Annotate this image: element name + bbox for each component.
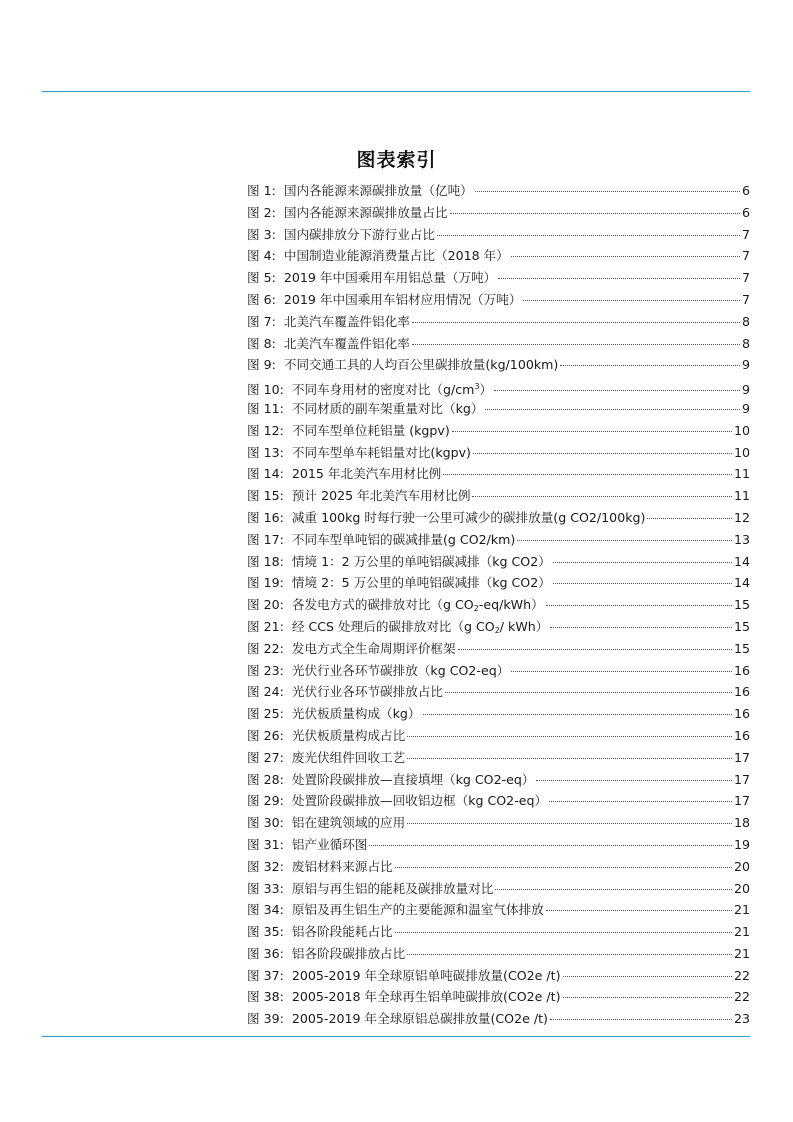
toc-entry-number: 图 33: xyxy=(247,880,284,896)
toc-entry-page: 11 xyxy=(733,466,750,482)
toc-leader-dots xyxy=(647,518,732,519)
toc-entry-title-part: 各发电方式的碳排放对比（g CO xyxy=(291,597,474,613)
toc-entry-page: 10 xyxy=(733,444,750,460)
toc-leader-dots xyxy=(412,344,740,345)
toc-entry-subscript: 2 xyxy=(473,604,479,614)
toc-entry-page: 22 xyxy=(733,967,750,983)
toc-entry[interactable] xyxy=(247,529,750,551)
toc-entry[interactable] xyxy=(247,878,750,900)
toc-entry-title: 铝在建筑领域的应用 xyxy=(291,815,406,831)
toc-entry-title: 发电方式全生命周期评价框架 xyxy=(291,640,456,656)
toc-entry-title: 不同车型单位耗铝量 (kgpv) xyxy=(291,422,450,438)
toc-entry-title: 不同车型单车耗铝量对比(kgpv) xyxy=(291,444,471,460)
toc-leader-dots xyxy=(563,976,732,977)
toc-entry-title: 情境 2：5 万公里的单吨铝碳减排（kg CO2） xyxy=(291,575,551,591)
toc-entry-page: 9 xyxy=(741,357,750,373)
toc-entry-title: 情境 1：2 万公里的单吨铝碳减排（kg CO2） xyxy=(291,553,551,569)
toc-entry-number: 图 21: xyxy=(247,618,284,634)
toc-entry[interactable] xyxy=(247,442,750,464)
toc-entry[interactable] xyxy=(247,921,750,943)
toc-entry-page: 21 xyxy=(733,924,750,940)
toc-entry[interactable] xyxy=(247,180,750,202)
toc-entry-page: 17 xyxy=(733,749,750,765)
toc-entry-number: 图 2: xyxy=(247,204,276,220)
toc-entry-page: 14 xyxy=(733,553,750,569)
toc-entry[interactable] xyxy=(247,834,750,856)
toc-entry-number: 图 36: xyxy=(247,945,284,961)
toc-entry-number: 图 25: xyxy=(247,706,284,722)
toc-entry-page: 8 xyxy=(741,313,750,329)
toc-entry-number: 图 8: xyxy=(247,335,276,351)
toc-entry-number: 图 28: xyxy=(247,771,284,787)
toc-entry[interactable] xyxy=(247,856,750,878)
toc-leader-dots xyxy=(560,365,740,366)
toc-leader-dots xyxy=(475,191,740,192)
toc-entry[interactable] xyxy=(247,485,750,507)
toc-entry-number: 图 17: xyxy=(247,531,284,547)
toc-leader-dots xyxy=(395,932,732,933)
toc-entry-number: 图 15: xyxy=(247,488,284,504)
toc-entry[interactable] xyxy=(247,1008,750,1030)
toc-leader-dots xyxy=(536,780,731,781)
toc-entry-number: 图 16: xyxy=(247,509,284,525)
toc-entry[interactable] xyxy=(247,376,750,398)
toc-entry-page: 9 xyxy=(741,400,750,416)
toc-entry[interactable] xyxy=(247,660,750,682)
toc-entry-title: 2005-2019 年全球原铝单吨碳排放量(CO2e /t) xyxy=(291,967,561,983)
toc-leader-dots xyxy=(407,954,732,955)
toc-leader-dots xyxy=(443,474,732,475)
toc-leader-dots xyxy=(511,671,732,672)
toc-entry-title: 废铝材料来源占比 xyxy=(291,858,393,874)
toc-entry-title: 2005-2019 年全球原铝总碳排放量(CO2e /t) xyxy=(291,1011,548,1027)
toc-entry-number: 图 11: xyxy=(247,400,284,416)
toc-entry-superscript: 3 xyxy=(474,382,480,392)
toc-entry[interactable] xyxy=(247,594,750,616)
toc-entry-title: 2005-2018 年全球再生铝单吨碳排放(CO2e /t) xyxy=(291,989,561,1005)
toc-entry-title: 北美汽车覆盖件铝化率 xyxy=(283,313,410,329)
toc-entry-number: 图 37: xyxy=(247,967,284,983)
toc-entry-number: 图 27: xyxy=(247,749,284,765)
header-rule xyxy=(42,91,750,92)
toc-entry[interactable] xyxy=(247,463,750,485)
toc-entry-page: 17 xyxy=(733,793,750,809)
toc-entry-number: 图 39: xyxy=(247,1011,284,1027)
toc-entry[interactable] xyxy=(247,965,750,987)
toc-leader-dots xyxy=(511,256,740,257)
toc-entry[interactable] xyxy=(247,812,750,834)
toc-entry[interactable] xyxy=(247,790,750,812)
toc-entry-page: 16 xyxy=(733,727,750,743)
toc-entry-page: 20 xyxy=(733,858,750,874)
toc-entry-page: 23 xyxy=(733,1011,750,1027)
toc-entry-number: 图 10: xyxy=(247,382,284,398)
toc-leader-dots xyxy=(412,322,740,323)
toc-entry[interactable] xyxy=(247,224,750,246)
toc-entry-title: 光伏行业各环节碳排放占比 xyxy=(291,684,443,700)
toc-entry-title: 中国制造业能源消费量占比（2018 年） xyxy=(283,248,509,264)
toc-entry[interactable] xyxy=(247,703,750,725)
toc-entry-number: 图 4: xyxy=(247,248,276,264)
toc-entry[interactable] xyxy=(247,333,750,355)
toc-entry[interactable] xyxy=(247,899,750,921)
toc-entry-title: 2019 年中国乘用车用铝总量（万吨） xyxy=(283,270,497,286)
toc-entry-page: 22 xyxy=(733,989,750,1005)
toc-leader-dots xyxy=(473,453,732,454)
toc-entry-page: 14 xyxy=(733,575,750,591)
toc-entry-number: 图 6: xyxy=(247,291,276,307)
toc-entry-page: 6 xyxy=(741,183,750,198)
toc-leader-dots xyxy=(452,431,732,432)
toc-entry-number: 图 12: xyxy=(247,422,284,438)
toc-entry-number: 图 7: xyxy=(247,313,276,329)
toc-entry-number: 图 3: xyxy=(247,226,276,242)
toc-entry-number: 图 20: xyxy=(247,597,284,613)
toc-entry-title: 原铝及再生铝生产的主要能源和温室气体排放 xyxy=(291,902,544,918)
toc-entry-page: 6 xyxy=(741,204,750,220)
toc-entry-title: 铝各阶段碳排放占比 xyxy=(291,945,406,961)
toc-leader-dots xyxy=(445,692,732,693)
toc-entry[interactable] xyxy=(247,398,750,420)
toc-entry-page: 7 xyxy=(741,270,750,286)
toc-entry-number: 图 14: xyxy=(247,466,284,482)
toc-entry-number: 图 23: xyxy=(247,662,284,678)
toc-entry-page: 15 xyxy=(733,640,750,656)
toc-leader-dots xyxy=(523,300,740,301)
toc-entry-title: 不同交通工具的人均百公里碳排放量(kg/100km) xyxy=(283,357,559,373)
toc-entry-page: 21 xyxy=(733,945,750,961)
toc-leader-dots xyxy=(546,605,732,606)
toc-entry-title: 2015 年北美汽车用材比例 xyxy=(291,466,442,482)
toc-entry-page: 7 xyxy=(741,248,750,264)
toc-entry-page: 9 xyxy=(741,382,750,398)
toc-entry-number: 图 24: xyxy=(247,684,284,700)
toc-leader-dots xyxy=(550,1019,732,1020)
toc-entry[interactable] xyxy=(247,245,750,267)
toc-leader-dots xyxy=(395,867,732,868)
toc-leader-dots xyxy=(369,845,732,846)
toc-leader-dots xyxy=(553,562,732,563)
toc-entry[interactable] xyxy=(247,551,750,573)
toc-entry[interactable] xyxy=(247,420,750,442)
toc-leader-dots xyxy=(437,235,740,236)
toc-entry[interactable] xyxy=(247,202,750,224)
toc-entry-title: 铝产业循环图 xyxy=(291,836,368,852)
toc-entry-title: 国内各能源来源碳排放量占比 xyxy=(283,204,448,220)
toc-entry-title: 不同车型单吨铝的碳减排量(g CO2/km) xyxy=(291,531,516,547)
toc-entry-title-part: -eq/kWh） xyxy=(478,597,544,613)
toc-entry[interactable] xyxy=(247,747,750,769)
toc-entry-title: 国内各能源来源碳排放量（亿吨） xyxy=(283,183,473,198)
toc-entry-number: 图 9: xyxy=(247,357,276,373)
toc-entry-number: 图 22: xyxy=(247,640,284,656)
toc-entry[interactable] xyxy=(247,267,750,289)
toc-entry-number: 图 34: xyxy=(247,902,284,918)
toc-entry-subscript: 2 xyxy=(494,625,500,635)
toc-entry[interactable] xyxy=(247,289,750,311)
toc-entry-title: 光伏板质量构成占比 xyxy=(291,727,406,743)
toc-entry-title: 2019 年中国乘用车铝材应用情况（万吨） xyxy=(283,291,522,307)
toc-entry-title: 光伏板质量构成（kg） xyxy=(291,706,421,722)
toc-leader-dots xyxy=(546,910,732,911)
toc-entry-title-part: ） xyxy=(479,382,493,398)
toc-entry[interactable] xyxy=(247,769,750,791)
toc-entry-page: 8 xyxy=(741,335,750,351)
toc-entry-number: 图 26: xyxy=(247,727,284,743)
toc-entry-number: 图 19: xyxy=(247,575,284,591)
toc-entry-page: 19 xyxy=(733,836,750,852)
toc-entry-title: 处置阶段碳排放—直接填埋（kg CO2-eq） xyxy=(291,771,535,787)
toc-entry-number: 图 1: xyxy=(247,183,276,198)
toc-entry-number: 图 31: xyxy=(247,836,284,852)
toc-leader-dots xyxy=(458,649,732,650)
toc-entry-page: 16 xyxy=(733,662,750,678)
toc-leader-dots xyxy=(472,496,732,497)
toc-leader-dots xyxy=(494,390,740,391)
toc-entry-title: 铝各阶段能耗占比 xyxy=(291,924,393,940)
toc-entry[interactable] xyxy=(247,507,750,529)
toc-entry[interactable] xyxy=(247,572,750,594)
toc-entry-page: 10 xyxy=(733,422,750,438)
toc-entry-title: 减重 100kg 时每行驶一公里可减少的碳排放量(g CO2/100kg) xyxy=(291,509,646,525)
toc-leader-dots xyxy=(563,997,732,998)
toc-entry-page: 16 xyxy=(733,706,750,722)
toc-entry-page: 20 xyxy=(733,880,750,896)
toc-entry-title-part: 经 CCS 处理后的碳排放对比（g CO xyxy=(291,618,495,634)
toc-entry-page: 16 xyxy=(733,684,750,700)
toc-entry-page: 12 xyxy=(733,509,750,525)
toc-entry-title: 光伏行业各环节碳排放（kg CO2-eq） xyxy=(291,662,510,678)
toc-entry-number: 图 5: xyxy=(247,270,276,286)
toc-entry[interactable] xyxy=(247,311,750,333)
toc-entry[interactable] xyxy=(247,354,750,376)
toc-entry-page: 11 xyxy=(733,488,750,504)
toc-entry-number: 图 18: xyxy=(247,553,284,569)
toc-leader-dots xyxy=(517,540,732,541)
toc-entry-number: 图 30: xyxy=(247,815,284,831)
toc-entry-number: 图 35: xyxy=(247,924,284,940)
toc-entry-page: 7 xyxy=(741,226,750,242)
toc-entry-title: 原铝与再生铝的能耗及碳排放量对比 xyxy=(291,880,494,896)
toc-entry-title: 国内碳排放分下游行业占比 xyxy=(283,226,435,242)
toc-entry-page: 17 xyxy=(733,771,750,787)
toc-leader-dots xyxy=(553,583,732,584)
toc-entry-page: 15 xyxy=(733,597,750,613)
footer-rule xyxy=(42,1036,750,1037)
toc-entry-title: 废光伏组件回收工艺 xyxy=(291,749,406,765)
toc-leader-dots xyxy=(407,823,732,824)
toc-entry-page: 15 xyxy=(733,618,750,634)
toc-leader-dots xyxy=(450,213,740,214)
toc-leader-dots xyxy=(423,714,732,715)
toc-entry-page: 7 xyxy=(741,291,750,307)
toc-entry[interactable] xyxy=(247,725,750,747)
toc-entry[interactable] xyxy=(247,616,750,638)
toc-entry-title-part: / kWh） xyxy=(499,618,549,634)
toc-leader-dots xyxy=(549,801,732,802)
toc-entry-page: 18 xyxy=(733,815,750,831)
toc-entry-title: 预计 2025 年北美汽车用材比例 xyxy=(291,488,471,504)
toc-entry-title: 处置阶段碳排放—回收铝边框（kg CO2-eq） xyxy=(291,793,548,809)
toc-leader-dots xyxy=(495,889,732,890)
toc-leader-dots xyxy=(485,409,740,410)
toc-leader-dots xyxy=(407,758,732,759)
toc-leader-dots xyxy=(407,736,732,737)
toc-entry[interactable] xyxy=(247,986,750,1008)
toc-entry-page: 21 xyxy=(733,902,750,918)
figure-index-list xyxy=(247,180,750,1030)
page-title: 图表索引 xyxy=(356,149,437,171)
toc-entry[interactable] xyxy=(247,943,750,965)
toc-entry-number: 图 32: xyxy=(247,858,284,874)
toc-entry-number: 图 38: xyxy=(247,989,284,1005)
toc-entry-number: 图 29: xyxy=(247,793,284,809)
toc-entry-title: 北美汽车覆盖件铝化率 xyxy=(283,335,410,351)
toc-leader-dots xyxy=(498,278,740,279)
toc-entry-title-part: 不同车身用材的密度对比（g/cm xyxy=(291,382,475,398)
toc-entry-title: 不同材质的副车架重量对比（kg） xyxy=(291,400,484,416)
toc-entry-number: 图 13: xyxy=(247,444,284,460)
toc-leader-dots xyxy=(550,627,732,628)
toc-entry[interactable] xyxy=(247,681,750,703)
toc-entry-page: 13 xyxy=(733,531,750,547)
